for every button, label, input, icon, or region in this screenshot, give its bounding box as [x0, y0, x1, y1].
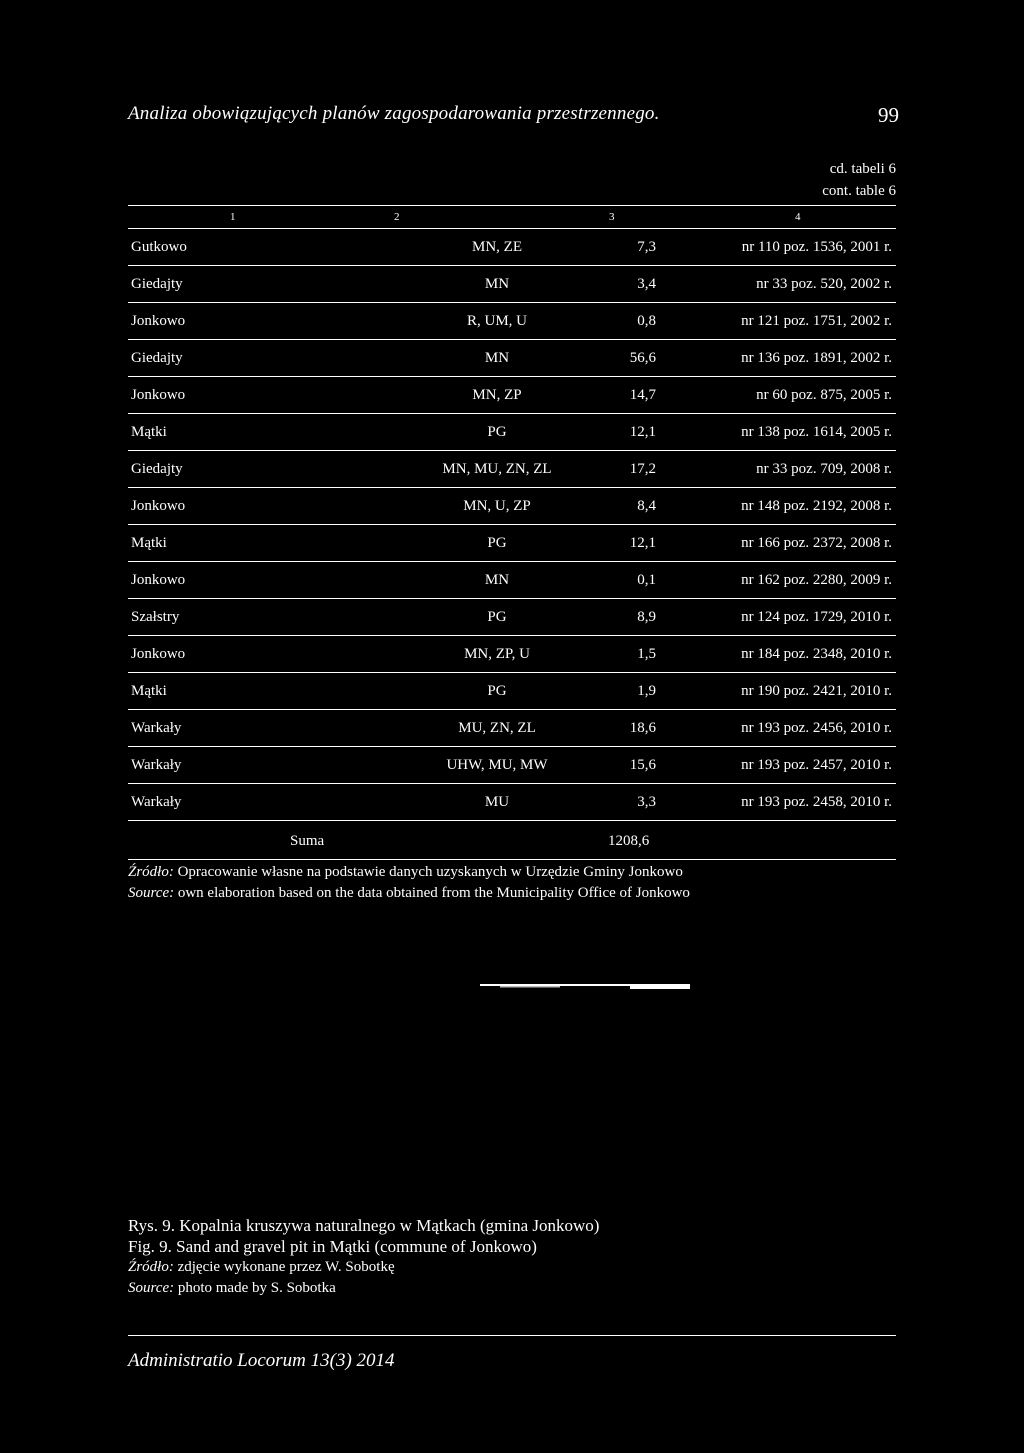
cell-resolution: nr 193 poz. 2458, 2010 r. — [741, 794, 892, 810]
cell-functions: PG — [487, 424, 507, 440]
source-pl-text: Opracowanie własne na podstawie danych uzyskanych w Urzędzie Gminy Jonkowo — [177, 864, 683, 880]
table-row — [128, 784, 896, 821]
table-row — [128, 710, 896, 747]
continuation-pl: cd. tabeli 6 — [829, 161, 896, 177]
sum-row — [128, 821, 896, 860]
cell-resolution: nr 110 poz. 1536, 2001 r. — [741, 239, 892, 255]
cell-locality: Giedajty — [131, 276, 183, 292]
column-number-1: 1 — [230, 211, 236, 223]
cell-locality: Jonkowo — [131, 646, 186, 662]
table-row — [128, 377, 896, 414]
cell-resolution: nr 193 poz. 2456, 2010 r. — [741, 720, 892, 736]
column-number-4: 4 — [795, 211, 801, 223]
cell-resolution: nr 184 poz. 2348, 2010 r. — [741, 646, 892, 662]
sum-value: 1208,6 — [608, 833, 650, 849]
figure-source-en-label: Source: — [128, 1280, 175, 1296]
cell-resolution: nr 33 poz. 709, 2008 r. — [756, 461, 892, 477]
source-en-label: Source: — [128, 885, 175, 901]
table-row — [128, 488, 896, 525]
figure-photo-remnant — [480, 982, 690, 990]
column-number-3: 3 — [609, 211, 615, 223]
cell-locality: Warkały — [131, 757, 182, 773]
figure-source-en — [128, 1278, 599, 1299]
table-row — [128, 340, 896, 377]
cell-area: 0,1 — [637, 572, 656, 588]
table-row — [128, 525, 896, 562]
cell-functions: MU, ZN, ZL — [458, 720, 536, 736]
cell-area: 1,5 — [637, 646, 656, 662]
table-row — [128, 266, 896, 303]
cell-functions: MN — [484, 350, 510, 366]
cell-functions: MU — [484, 794, 510, 810]
cell-area: 7,3 — [637, 239, 656, 255]
cell-functions: R, UM, U — [466, 313, 527, 329]
cell-resolution: nr 193 poz. 2457, 2010 r. — [741, 757, 892, 773]
cell-resolution: nr 166 poz. 2372, 2008 r. — [741, 535, 892, 551]
cell-resolution: nr 121 poz. 1751, 2002 r. — [741, 313, 892, 329]
cell-locality: Warkały — [131, 794, 182, 810]
figure-source-pl — [128, 1257, 599, 1278]
cell-resolution: nr 136 poz. 1891, 2002 r. — [741, 350, 892, 366]
cell-area: 12,1 — [629, 424, 656, 440]
table-row — [128, 562, 896, 599]
cell-locality: Jonkowo — [131, 387, 186, 403]
figure-caption — [128, 1215, 599, 1299]
cell-locality: Jonkowo — [131, 313, 186, 329]
cell-area: 18,6 — [629, 720, 656, 736]
cell-resolution: nr 124 poz. 1729, 2010 r. — [741, 609, 892, 625]
table-row — [128, 414, 896, 451]
cell-functions: MN, U, ZP — [463, 498, 531, 514]
page-number: 99 — [878, 103, 899, 127]
cell-locality: Jonkowo — [131, 498, 186, 514]
cell-functions: MN, MU, ZN, ZL — [442, 461, 552, 477]
cell-area: 8,9 — [637, 609, 656, 625]
source-pl-line — [128, 862, 690, 883]
table-row — [128, 673, 896, 710]
cell-area: 3,3 — [637, 794, 656, 810]
cell-locality: Giedajty — [131, 461, 183, 477]
cell-resolution: nr 138 poz. 1614, 2005 r. — [741, 424, 892, 440]
cell-resolution: nr 190 poz. 2421, 2010 r. — [741, 683, 892, 699]
source-en-line — [128, 883, 690, 904]
cell-resolution: nr 33 poz. 520, 2002 r. — [756, 276, 892, 292]
figure-source-pl-label: Źródło: — [128, 1259, 174, 1275]
sum-label: Suma — [290, 833, 325, 849]
cell-locality: Jonkowo — [131, 572, 186, 588]
cell-area: 17,2 — [629, 461, 656, 477]
source-en-text: own elaboration based on the data obtained from the Municipality Office of Jonkowo — [177, 885, 690, 901]
cell-functions: MN, ZP, U — [464, 646, 530, 662]
caption-en: Fig. 9. Sand and gravel pit in Mątki (commune of Jonkowo) — [128, 1237, 537, 1256]
cell-locality: Mątki — [131, 424, 167, 440]
cell-functions: MN — [484, 572, 510, 588]
table-source — [128, 862, 690, 904]
caption-pl: Rys. 9. Kopalnia kruszywa naturalnego w Mątkach (gmina Jonkowo) — [128, 1216, 600, 1235]
table-row — [128, 451, 896, 488]
source-pl-label: Źródło: — [128, 864, 174, 880]
cell-locality: Gutkowo — [131, 239, 187, 255]
table-row — [128, 747, 896, 784]
table-continuation-note — [822, 158, 896, 202]
cell-area: 12,1 — [629, 535, 656, 551]
cell-functions: PG — [487, 535, 507, 551]
cell-locality: Szałstry — [131, 609, 180, 625]
cell-resolution: nr 148 poz. 2192, 2008 r. — [741, 498, 892, 514]
footer-rule — [128, 1335, 896, 1336]
cell-area: 15,6 — [629, 757, 656, 773]
table-row — [128, 636, 896, 673]
table-row — [128, 599, 896, 636]
table-row — [128, 229, 896, 266]
cell-functions: MN, ZP — [472, 387, 522, 403]
cell-functions: UHW, MU, MW — [446, 757, 548, 773]
cell-functions: MN — [484, 276, 510, 292]
table-row — [128, 303, 896, 340]
continuation-en: cont. table 6 — [822, 183, 896, 199]
figure-source-en-text: photo made by S. Sobotka — [177, 1280, 336, 1296]
cell-locality: Mątki — [131, 535, 167, 551]
table-body — [128, 229, 896, 821]
column-number-row — [128, 206, 896, 229]
cell-area: 1,9 — [637, 683, 656, 699]
figure-source-pl-text: zdjęcie wykonane przez W. Sobotkę — [177, 1259, 395, 1275]
running-header-title: Analiza obowiązujących planów zagospodarowania przestrzennego. — [128, 103, 660, 124]
cell-functions: PG — [487, 683, 507, 699]
cell-locality: Mątki — [131, 683, 167, 699]
cell-functions: MN, ZE — [472, 239, 522, 255]
cell-locality: Warkały — [131, 720, 182, 736]
cell-area: 14,7 — [629, 387, 656, 403]
cell-area: 8,4 — [637, 498, 656, 514]
data-table — [128, 205, 896, 860]
cell-area: 0,8 — [637, 313, 656, 329]
column-number-2: 2 — [394, 211, 400, 223]
cell-area: 3,4 — [637, 276, 656, 292]
cell-area: 56,6 — [629, 350, 656, 366]
cell-resolution: nr 60 poz. 875, 2005 r. — [756, 387, 892, 403]
journal-footer: Administratio Locorum 13(3) 2014 — [128, 1350, 395, 1371]
cell-functions: PG — [487, 609, 507, 625]
cell-locality: Giedajty — [131, 350, 183, 366]
cell-resolution: nr 162 poz. 2280, 2009 r. — [741, 572, 892, 588]
